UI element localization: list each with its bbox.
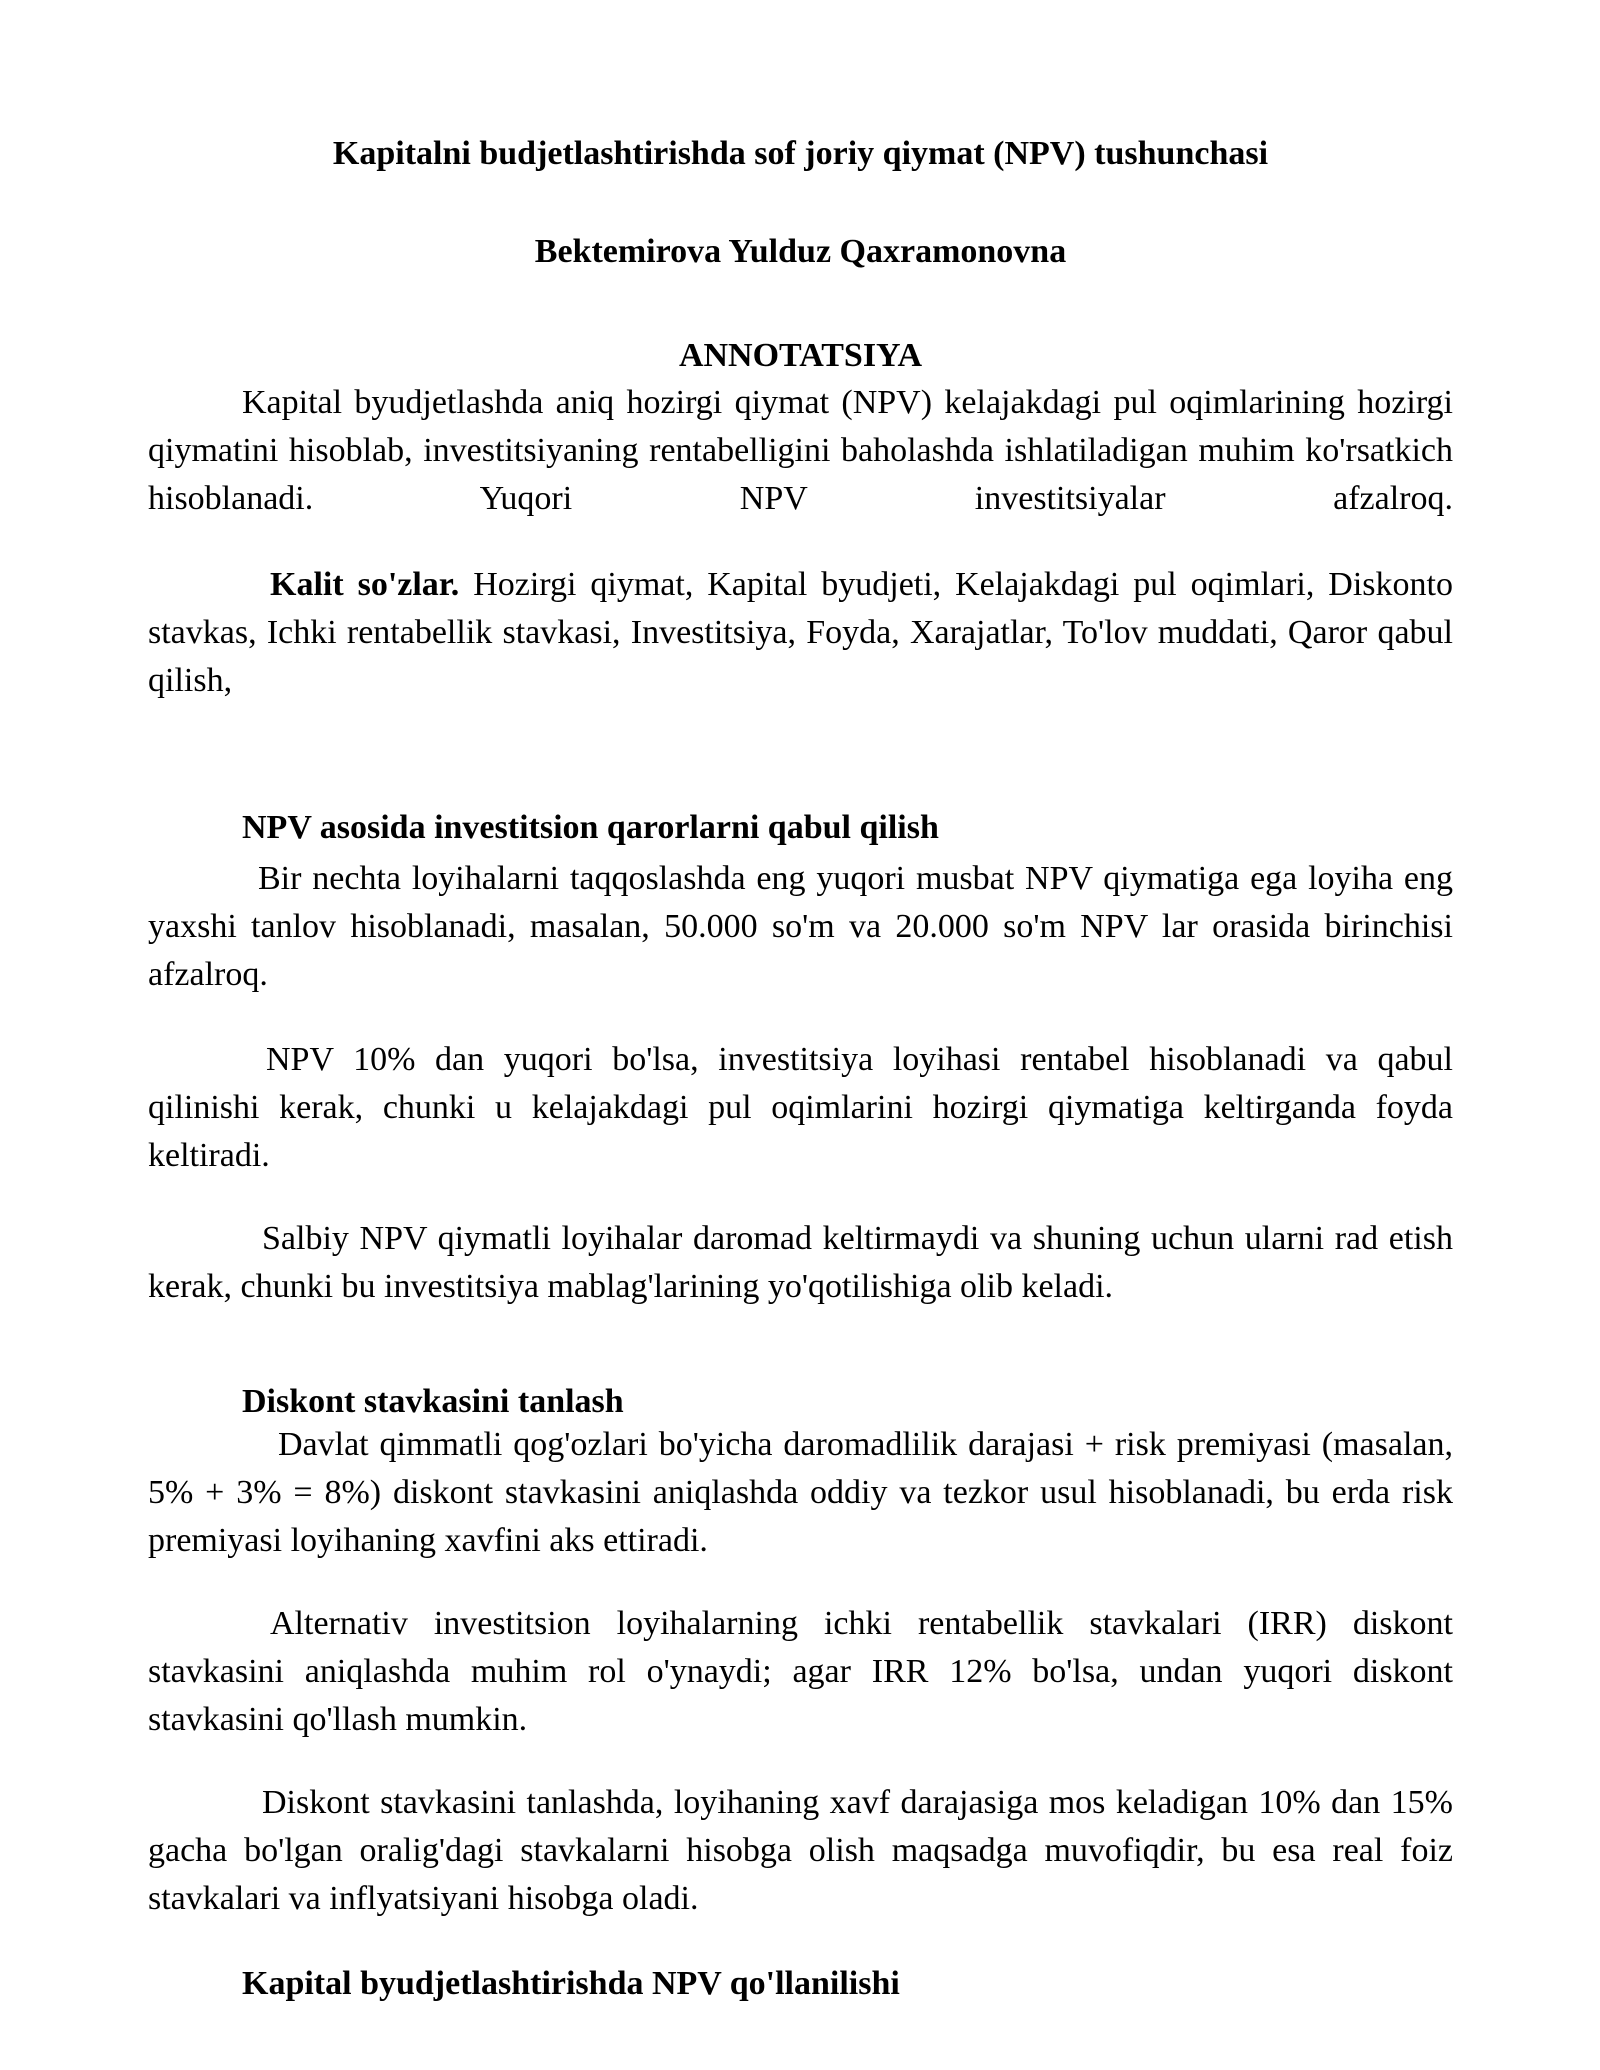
section-1-paragraph-2: NPV 10% dan yuqori bo'lsa, investitsiya loyihasi rentabel hisoblanadi va qabul qilinishi kerak, chunki u kelajakdagi pul oqimlarini hozirgi qiymatiga keltirganda foyda keltiradi. xyxy=(148,1041,1453,1174)
section-2-paragraph-1: Davlat qimmatli qog'ozlari bo'yicha daromadlilik darajasi + risk premiyasi (masalan, 5% + 3% = 8%) diskont stavkasini aniqlashda oddiy va tezkor usul hisoblanadi, bu erda risk premiyasi loyihaning xavfini aks ettiradi. xyxy=(148,1426,1453,1559)
section-2-paragraph-2: Alternativ investitsion loyihalarning ichki rentabellik stavkalari (IRR) diskont stavkasini aniqlashda muhim rol o'ynaydi; agar IRR 12% bo'lsa, undan yuqori diskont stavkasini qo'llash mumkin. xyxy=(148,1605,1453,1738)
section-heading-npv-application: Kapital byudjetlashtirishda NPV qo'llanilishi xyxy=(242,1965,900,2002)
keywords-label: Kalit so'zlar. xyxy=(270,566,460,603)
keywords-list: Hozirgi qiymat, Kapital byudjeti, Kelajakdagi pul oqimlari, Diskonto stavkas, Ichki rentabellik stavkasi, Investitsiya, Foyda, Xarajatlar, To'lov muddati, Qaror qabul qilish, xyxy=(148,566,1453,699)
abstract-paragraph: Kapital byudjetlashda aniq hozirgi qiymat (NPV) kelajakdagi pul oqimlarining hozirgi qiymatini hisoblab, investitsiyaning rentabelligini baholashda ishlatiladigan muhim ko'rsatkich hisoblanadi. Yuqori NPV investitsiyalar afzalroq. xyxy=(148,384,1453,517)
paper-title: Kapitalni budjetlashtirishda sof joriy qiymat (NPV) tushunchasi xyxy=(332,135,1269,172)
section-1-paragraph-1: Bir nechta loyihalarni taqqoslashda eng yuqori musbat NPV qiymatiga ega loyiha eng yaxshi tanlov hisoblanadi, masalan, 50.000 so'm va 20.000 so'm NPV lar orasida birinchisi afzalroq. xyxy=(148,860,1453,993)
author-name: Bektemirova Yulduz Qaxramonovna xyxy=(534,233,1067,270)
section-heading-discount-rate: Diskont stavkasini tanlash xyxy=(242,1383,624,1420)
section-1-paragraph-3: Salbiy NPV qiymatli loyihalar daromad keltirmaydi va shuning uchun ularni rad etish kerak, chunki bu investitsiya mablag'larining yo'qotilishiga olib keladi. xyxy=(148,1220,1453,1305)
abstract-heading: ANNOTATSIYA xyxy=(678,337,923,374)
section-heading-npv-decisions: NPV asosida investitsion qarorlarni qabul qilish xyxy=(242,809,939,846)
section-2-paragraph-3: Diskont stavkasini tanlashda, loyihaning xavf darajasiga mos keladigan 10% dan 15% gacha bo'lgan oralig'dagi stavkalarni hisobga olish maqsadga muvofiqdir, bu esa real foiz stavkalari va inflyatsiyani hisobga oladi. xyxy=(148,1784,1453,1917)
keywords-paragraph xyxy=(148,561,1453,705)
